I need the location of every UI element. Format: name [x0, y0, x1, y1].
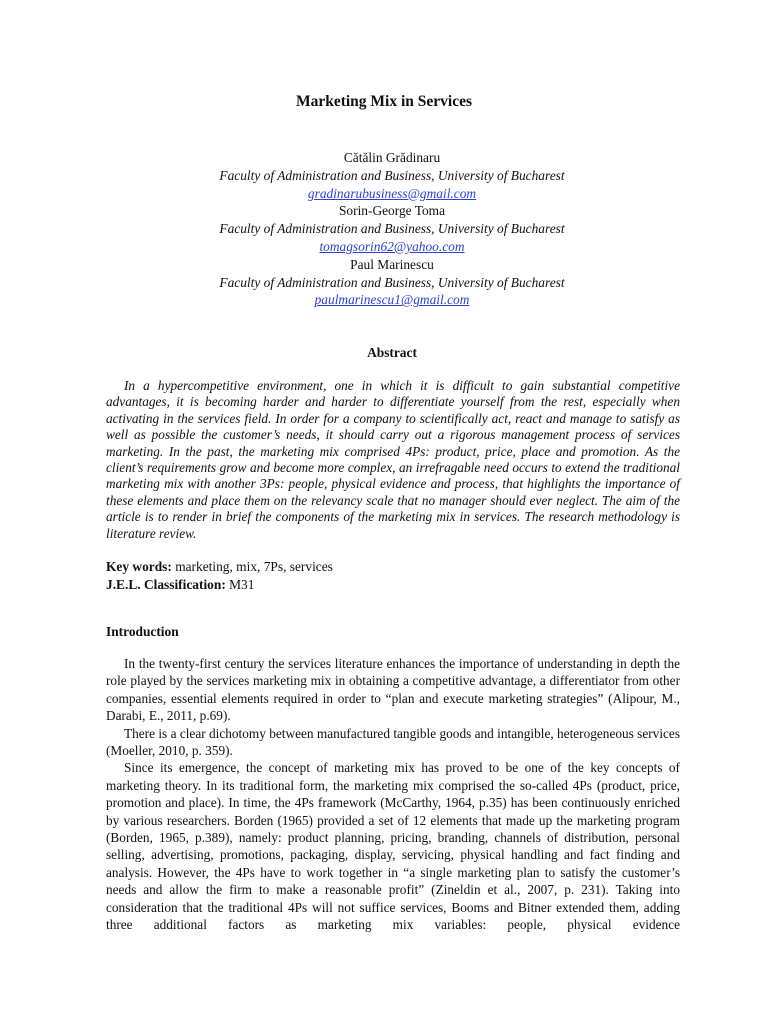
keywords-label: Key words: — [106, 559, 172, 574]
author-affiliation: Faculty of Administration and Business, University of Bucharest — [219, 167, 565, 183]
author-name: Cătălin Grădinaru — [343, 150, 441, 165]
author-email-link[interactable]: gradinarubusiness@gmail.com — [307, 185, 477, 201]
body-paragraph: In the twenty-first century the services literature enhances the importance of understanding in depth the role played by the services marketing mix in obtaining a competitive advantage, a differentiator from other companies, essential elements required in order to “plan and execute marketing strategies” (Alipour, M., Darabi, E., 2011, p.69). — [106, 656, 680, 724]
abstract-heading: Abstract — [367, 345, 417, 360]
body-paragraph: Since its emergence, the concept of marketing mix has proved to be one of the key concepts of marketing theory. In its traditional form, the marketing mix comprised the so-called 4Ps (product, price, promotion and place). In time, the 4Ps framework (McCarthy, 1964, p.35) has been continuously enriched by various researchers. Borden (1965) provided a set of 12 elements that made up the marketing program (Borden, 1965, p.389), namely: product planning, pricing, branding, channels of distribution, personal selling, advertising, promotions, packaging, display, servicing, physical handling and fact finding and analysis. However, the 4Ps have to work together in “a single marketing plan to satisfy the customer’s needs and allow the firm to make a reasonable profit” (Zineldin et al., 2007, p. 231). Taking into consideration that the traditional 4Ps will not suffice services, Booms and Bitner extended them, adding three additional factors as marketing mix variables: people, physical evidence — [106, 760, 680, 933]
keywords-block — [106, 558, 333, 593]
section-heading-introduction: Introduction — [106, 624, 179, 639]
body-paragraph: There is a clear dichotomy between manufactured tangible goods and intangible, heterogeneous services (Moeller, 2010, p. 359). — [106, 725, 680, 759]
author-affiliation: Faculty of Administration and Business, University of Bucharest — [219, 274, 565, 290]
author-affiliation: Faculty of Administration and Business, University of Bucharest — [219, 221, 565, 237]
author-block — [0, 149, 768, 309]
keywords-value: marketing, mix, 7Ps, services — [175, 559, 333, 574]
jel-label: J.E.L. Classification: — [106, 576, 226, 592]
author-name: Paul Marinescu — [350, 256, 434, 272]
introduction-body — [106, 655, 680, 934]
abstract-text — [106, 378, 680, 542]
paper-title: Marketing Mix in Services — [295, 93, 473, 110]
author-email-link[interactable]: tomagsorin62@yahoo.com — [319, 238, 465, 254]
jel-value: M31 — [229, 576, 255, 592]
abstract-body: In a hypercompetitive environment, one in which it is difficult to gain substantial competitive advantages, it is becoming harder and harder to differentiate yourself from the rest, especially when activating in the services field. In order for a company to scientifically act, react and manage to satisfy as well as possible the customer’s needs, it should carry out a rigorous management process of services marketing. In the past, the marketing mix comprised 4Ps: product, price, place and promotion. As the client’s requirements grow and become more complex, an irrefragable need occurs to extend the traditional marketing mix with another 3Ps: people, physical evidence and process, that highlights the importance of these elements and place them on the relevancy scale that no manager should ever neglect. The aim of the article is to render in brief the components of the marketing mix in services. The research methodology is literature review. — [106, 378, 680, 541]
author-name: Sorin-George Toma — [338, 203, 446, 219]
author-email-link[interactable]: paulmarinescu1@gmail.com — [314, 292, 470, 308]
